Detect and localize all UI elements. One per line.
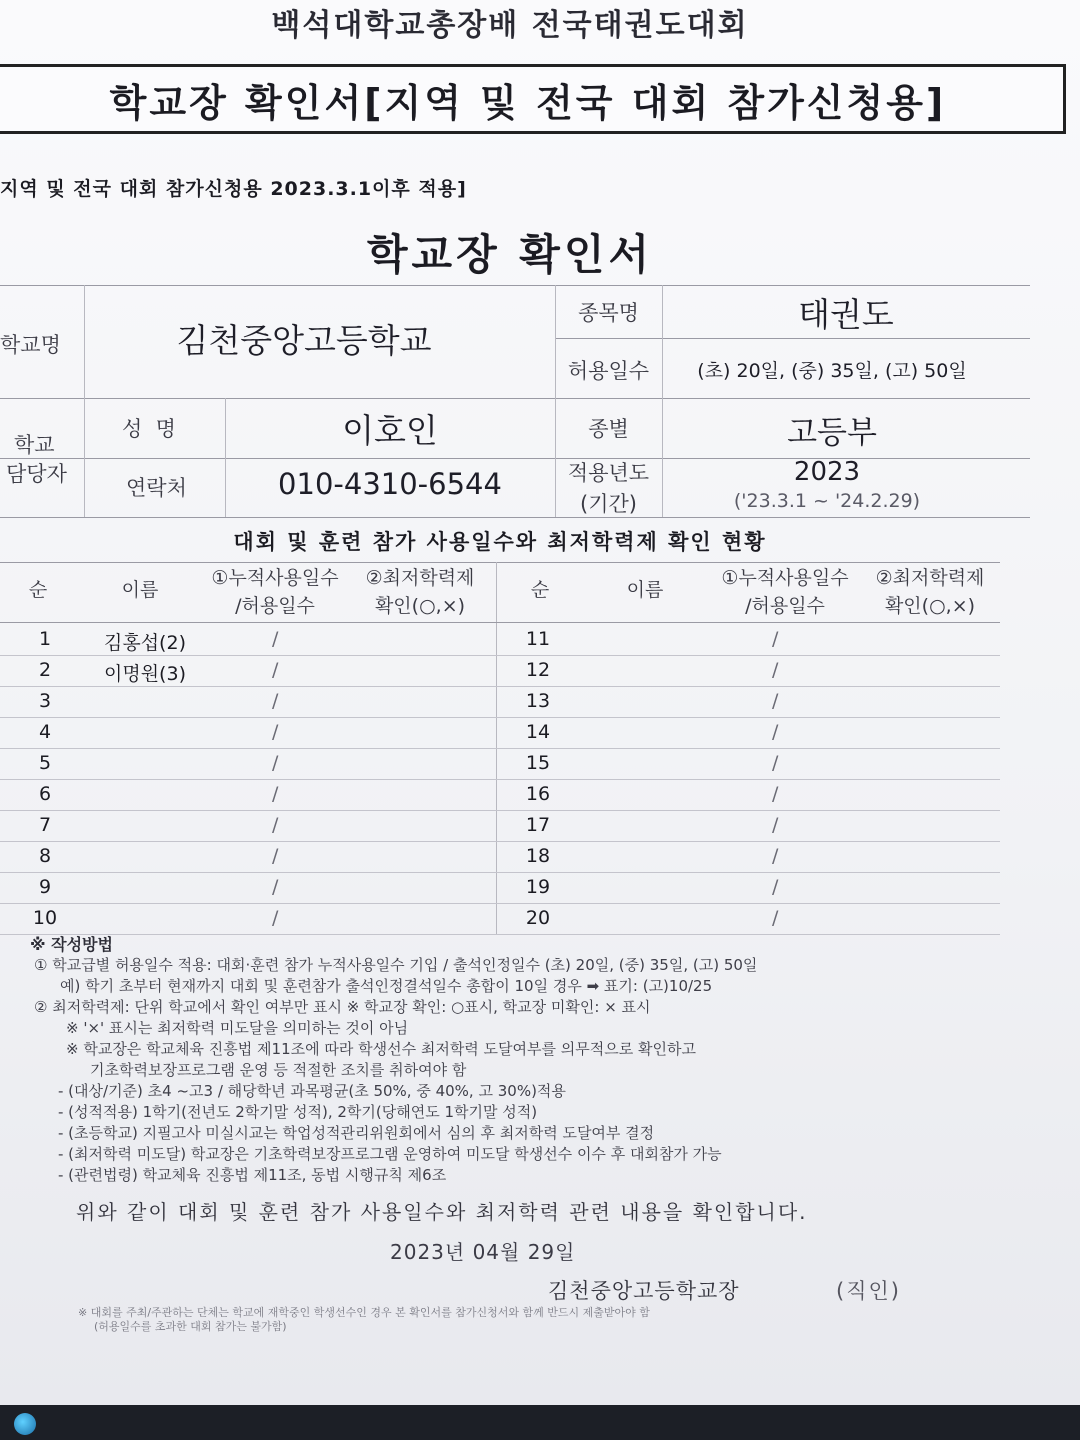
days-cell: / <box>272 783 279 805</box>
days-cell: / <box>272 659 279 681</box>
issue-date: 2023년 04월 29일 <box>390 1240 576 1264</box>
instruction-line: ※ '×' 표시는 최저학력 미도달을 의미하는 것이 아님 <box>66 1019 409 1037</box>
form-note: 지역 및 전국 대회 참가신청용 2023.3.1이후 적용] <box>0 178 467 200</box>
days-cell: / <box>772 814 779 836</box>
table-row <box>0 717 1000 749</box>
instruction-line: ① 학교급별 허용일수 적용: 대회·훈련 참가 누적사용일수 기입 / 출석인정일수 (초) 20일, (중) 35일, (고) 50일 <box>34 956 758 974</box>
name-label: 성 명 <box>122 417 176 441</box>
row-number: 1 <box>38 628 52 650</box>
contact-group-label: 학교 <box>14 433 55 457</box>
footnote <box>78 1306 650 1334</box>
days-cell: / <box>772 690 779 712</box>
event-label: 종목명 <box>578 301 639 325</box>
days-cell: / <box>272 845 279 867</box>
division-label: 종별 <box>588 417 629 441</box>
days-cell: / <box>272 628 279 650</box>
days-cell: / <box>772 628 779 650</box>
table-row <box>0 903 1000 935</box>
table-row <box>0 686 1000 718</box>
row-number: 9 <box>38 876 52 898</box>
col-name-left: 이름 <box>121 579 159 601</box>
instruction-line: 기초학력보장프로그램 운영 등 적절한 조치를 취하여야 함 <box>90 1061 467 1079</box>
table-row <box>0 872 1000 904</box>
row-number: 2 <box>38 659 52 681</box>
days-cell: / <box>272 752 279 774</box>
row-number: 12 <box>525 659 551 681</box>
year-label-2: (기간) <box>580 492 637 516</box>
instruction-line: - (성적적용) 1학기(전년도 2학기말 성적), 2학기(당해연도 1학기말 성적) <box>58 1103 538 1121</box>
col-min-right: ②최저학력제 <box>875 567 985 589</box>
col-min-left-2: 확인(○,×) <box>374 595 466 617</box>
instruction-line: - (관련법령) 학교체육 진흥법 제11조, 동법 시행규칙 제6조 <box>58 1166 447 1184</box>
days-cell: / <box>772 907 779 929</box>
days-cell: / <box>272 814 279 836</box>
principal-name: 김천중앙고등학교장 <box>548 1279 740 1303</box>
days-cell: / <box>772 845 779 867</box>
school-label: 학교명 <box>0 333 61 357</box>
row-number: 10 <box>32 907 58 929</box>
manager-name: 이호인 <box>342 411 438 450</box>
row-number: 16 <box>525 783 551 805</box>
col-min-left: ②최저학력제 <box>365 567 475 589</box>
row-number: 18 <box>525 845 551 867</box>
days-cell: / <box>772 783 779 805</box>
seal-mark: (직인) <box>836 1279 901 1303</box>
footnote-line: (허용일수를 초과한 대회 참가는 불가함) <box>94 1320 287 1333</box>
phone-label: 연락처 <box>126 476 187 500</box>
footnote-line: ※ 대회를 주최/주관하는 단체는 학교에 재학중인 학생선수인 경우 본 확인서를 참가신청서와 함께 반드시 제출받아야 함 <box>78 1306 650 1319</box>
instructions-heading: ※ 작성방법 <box>30 935 113 954</box>
row-number: 17 <box>525 814 551 836</box>
start-icon[interactable] <box>14 1413 36 1435</box>
days-cell: / <box>772 721 779 743</box>
year-value: 2023 <box>793 457 861 487</box>
col-name-right: 이름 <box>626 579 664 601</box>
table-row <box>0 655 1000 687</box>
section-title: 대회 및 훈련 참가 사용일수와 최저학력제 확인 현황 <box>233 530 767 554</box>
instruction-line: - (최저학력 미도달) 학교장은 기초학력보장프로그램 운영하여 미도달 학생선수 이수 후 대회참가 가능 <box>58 1145 722 1163</box>
competition-title: 백석대학교총장배 전국태권도대회 <box>271 8 749 43</box>
row-number: 6 <box>38 783 52 805</box>
boxed-title: 학교장 확인서[지역 및 전국 대회 참가신청용] <box>0 64 1066 134</box>
col-days-right-2: /허용일수 <box>745 595 825 617</box>
year-label: 적용년도 <box>567 461 650 485</box>
main-title: 학교장 확인서 <box>366 230 654 279</box>
taskbar <box>0 1405 1080 1440</box>
instruction-line: - (대상/기준) 초4 ~고3 / 해당학년 과목평균(초 50%, 중 40%, 고 30%)적용 <box>58 1082 566 1100</box>
instructions <box>30 934 1030 1186</box>
table-row <box>0 748 1000 780</box>
athlete-name: 김홍섭(2) <box>104 632 186 654</box>
table-row <box>0 624 1000 656</box>
instruction-line: ② 최저학력제: 단위 학교에서 확인 여부만 표시 ※ 학교장 확인: ○표시, 학교장 미확인: × 표시 <box>34 998 651 1016</box>
row-number: 5 <box>38 752 52 774</box>
row-number: 7 <box>38 814 52 836</box>
days-cell: / <box>272 690 279 712</box>
row-number: 4 <box>38 721 52 743</box>
days-cell: / <box>772 659 779 681</box>
row-number: 3 <box>38 690 52 712</box>
table-row <box>0 841 1000 873</box>
instruction-line: 예) 학기 초부터 현재까지 대회 및 훈련참가 출석인정결석일수 총합이 10일 경우 ➡ 표기: (고)10/25 <box>60 977 713 995</box>
days-cell: / <box>272 876 279 898</box>
school-name: 김천중앙고등학교 <box>176 321 432 360</box>
days-cell: / <box>772 876 779 898</box>
days-cell: / <box>772 752 779 774</box>
col-days-left: ①누적사용일수 <box>211 567 339 589</box>
instruction-line: - (초등학교) 지필고사 미실시교는 학업성적관리위원회에서 심의 후 최저학력 도달여부 결정 <box>58 1124 655 1142</box>
days-cell: / <box>272 721 279 743</box>
info-table <box>0 285 1030 517</box>
row-number: 20 <box>525 907 551 929</box>
event-value: 태권도 <box>798 295 894 334</box>
row-number: 13 <box>525 690 551 712</box>
col-min-right-2: 확인(○,×) <box>884 595 976 617</box>
days-cell: / <box>272 907 279 929</box>
instruction-line: ※ 학교장은 학교체육 진흥법 제11조에 따라 학생선수 최저학력 도달여부를 의무적으로 확인하고 <box>66 1040 696 1058</box>
confirm-statement: 위와 같이 대회 및 훈련 참가 사용일수와 최저학력 관련 내용을 확인합니다. <box>76 1200 808 1224</box>
division-value: 고등부 <box>787 415 877 451</box>
col-no-left: 순 <box>28 579 48 601</box>
phone-value: 010-4310-6544 <box>278 467 502 501</box>
col-days-left-2: /허용일수 <box>235 595 315 617</box>
table-row <box>0 779 1000 811</box>
col-days-right: ①누적사용일수 <box>721 567 849 589</box>
period-value: ('23.3.1 ~ '24.2.29) <box>733 490 921 512</box>
row-number: 19 <box>525 876 551 898</box>
row-number: 15 <box>525 752 551 774</box>
athlete-name: 이명원(3) <box>104 663 186 685</box>
col-no-right: 순 <box>530 579 550 601</box>
contact-group-label-2: 담당자 <box>6 462 67 486</box>
row-number: 14 <box>525 721 551 743</box>
table-row <box>0 810 1000 842</box>
row-number: 8 <box>38 845 52 867</box>
allowed-days-value: (초) 20일, (중) 35일, (고) 50일 <box>697 360 967 382</box>
row-number: 11 <box>525 628 551 650</box>
allowed-days-label: 허용일수 <box>567 359 650 383</box>
